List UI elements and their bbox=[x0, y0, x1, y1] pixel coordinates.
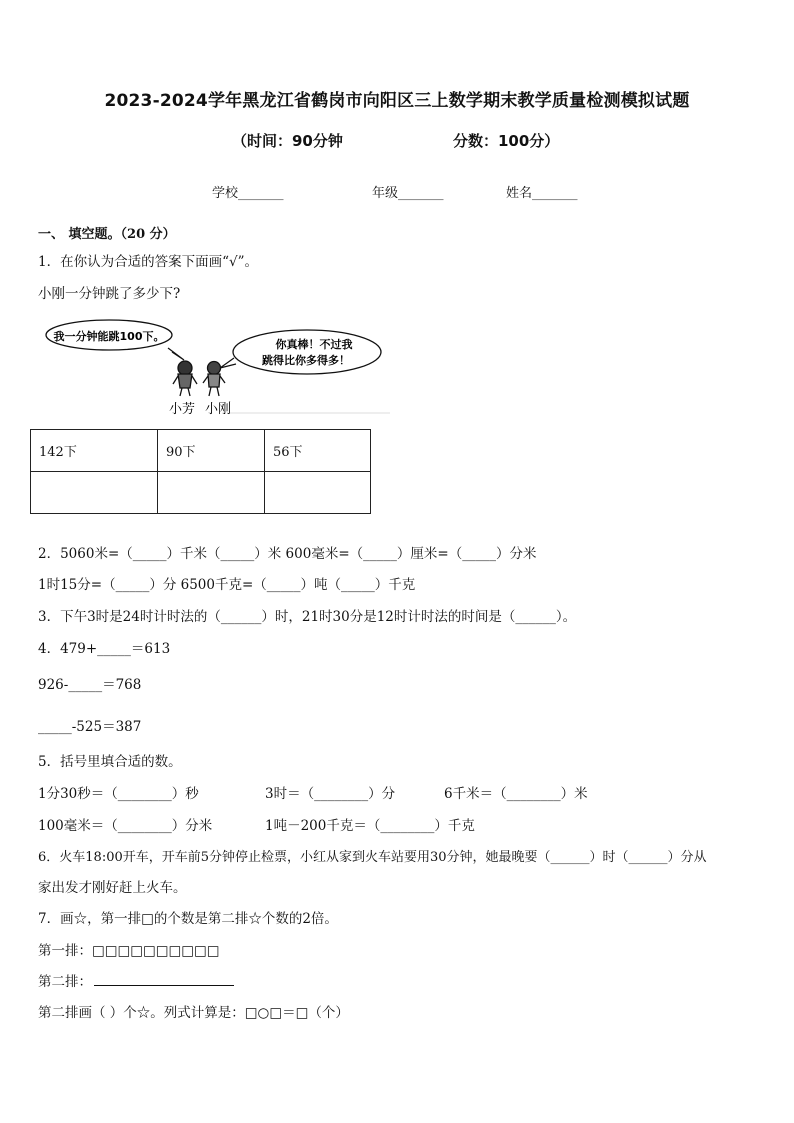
q7-line1: 7．画☆，第一排□的个数是第二排☆个数的2倍。 bbox=[38, 911, 338, 927]
name-xiaogang: 小刚 bbox=[205, 402, 232, 417]
q7-line4: 第二排画（ ）个☆。列式计算是：□○□＝□（个） bbox=[38, 1005, 349, 1021]
name-field[interactable]: 姓名_______ bbox=[506, 186, 578, 201]
q7-row2: 第二排： bbox=[38, 974, 92, 990]
name-xiaofang: 小芳 bbox=[169, 402, 196, 417]
answer-cell[interactable] bbox=[158, 472, 265, 514]
section-heading: 一、 填空题。（20 分） bbox=[38, 227, 176, 242]
answer-cell[interactable] bbox=[265, 472, 371, 514]
bubble-right-text-2: 跳得比你多得多！ bbox=[262, 354, 350, 367]
q6-line2: 家出发才刚好赶上火车。 bbox=[38, 880, 187, 896]
school-field[interactable]: 学校_______ bbox=[212, 186, 284, 201]
exam-time: （时间：90分钟 bbox=[232, 132, 343, 150]
q5-item-3: 6千米＝（________）米 bbox=[444, 786, 588, 802]
q5-item-5: 1吨－200千克＝（________）千克 bbox=[265, 818, 475, 834]
q6-line1: 6．火车18:00开车，开车前5分钟停止检票，小红从家到火车站要用30分钟，她最晚要（______）时（______）分从 bbox=[38, 850, 707, 865]
q1-answer-table bbox=[30, 429, 371, 514]
q1-question: 小刚一分钟跳了多少下? bbox=[38, 286, 181, 302]
bubble-right-text-1: 你真棒！不过我 bbox=[275, 338, 353, 351]
q2-line2: 1时15分=（_____）分 6500千克=（_____）吨（_____）千克 bbox=[38, 577, 416, 593]
option-cell: 90下 bbox=[158, 430, 265, 472]
q3-line1: 3．下午3时是24时计时法的（______）时，21时30分是12时计时法的时间是（______）。 bbox=[38, 609, 577, 625]
q1-illustration bbox=[44, 316, 390, 418]
q1-prompt: 1．在你认为合适的答案下面画“√”。 bbox=[38, 254, 258, 270]
q7-row1: 第一排：□□□□□□□□□□ bbox=[38, 943, 220, 959]
girl-figure-icon bbox=[173, 361, 197, 396]
q4-line3: _____-525＝387 bbox=[38, 719, 142, 735]
page-title: 2023-2024学年黑龙江省鹤岗市向阳区三上数学期末教学质量检测模拟试题 bbox=[104, 91, 690, 111]
answer-cell[interactable] bbox=[31, 472, 158, 514]
q5-item-2: 3时＝（________）分 bbox=[265, 786, 396, 802]
bubble-left-text: 我一分钟能跳100下。 bbox=[53, 330, 165, 343]
q5-item-4: 100毫米＝（________）分米 bbox=[38, 818, 213, 834]
q7-drawing-line[interactable] bbox=[94, 985, 234, 986]
option-cell: 142下 bbox=[31, 430, 158, 472]
exam-score: 分数：100分） bbox=[453, 132, 560, 150]
option-cell: 56下 bbox=[265, 430, 371, 472]
q2-line1: 2．5060米=（_____）千米（_____）米 600毫米=（_____）厘米=（_____）分米 bbox=[38, 546, 537, 562]
grade-field[interactable]: 年级_______ bbox=[372, 186, 444, 201]
q5-line1: 5．括号里填合适的数。 bbox=[38, 754, 182, 770]
q5-item-1: 1分30秒＝（________）秒 bbox=[38, 786, 199, 802]
q4-line2: 926-_____＝768 bbox=[38, 677, 142, 693]
q4-line1: 4．479+_____＝613 bbox=[38, 641, 171, 657]
